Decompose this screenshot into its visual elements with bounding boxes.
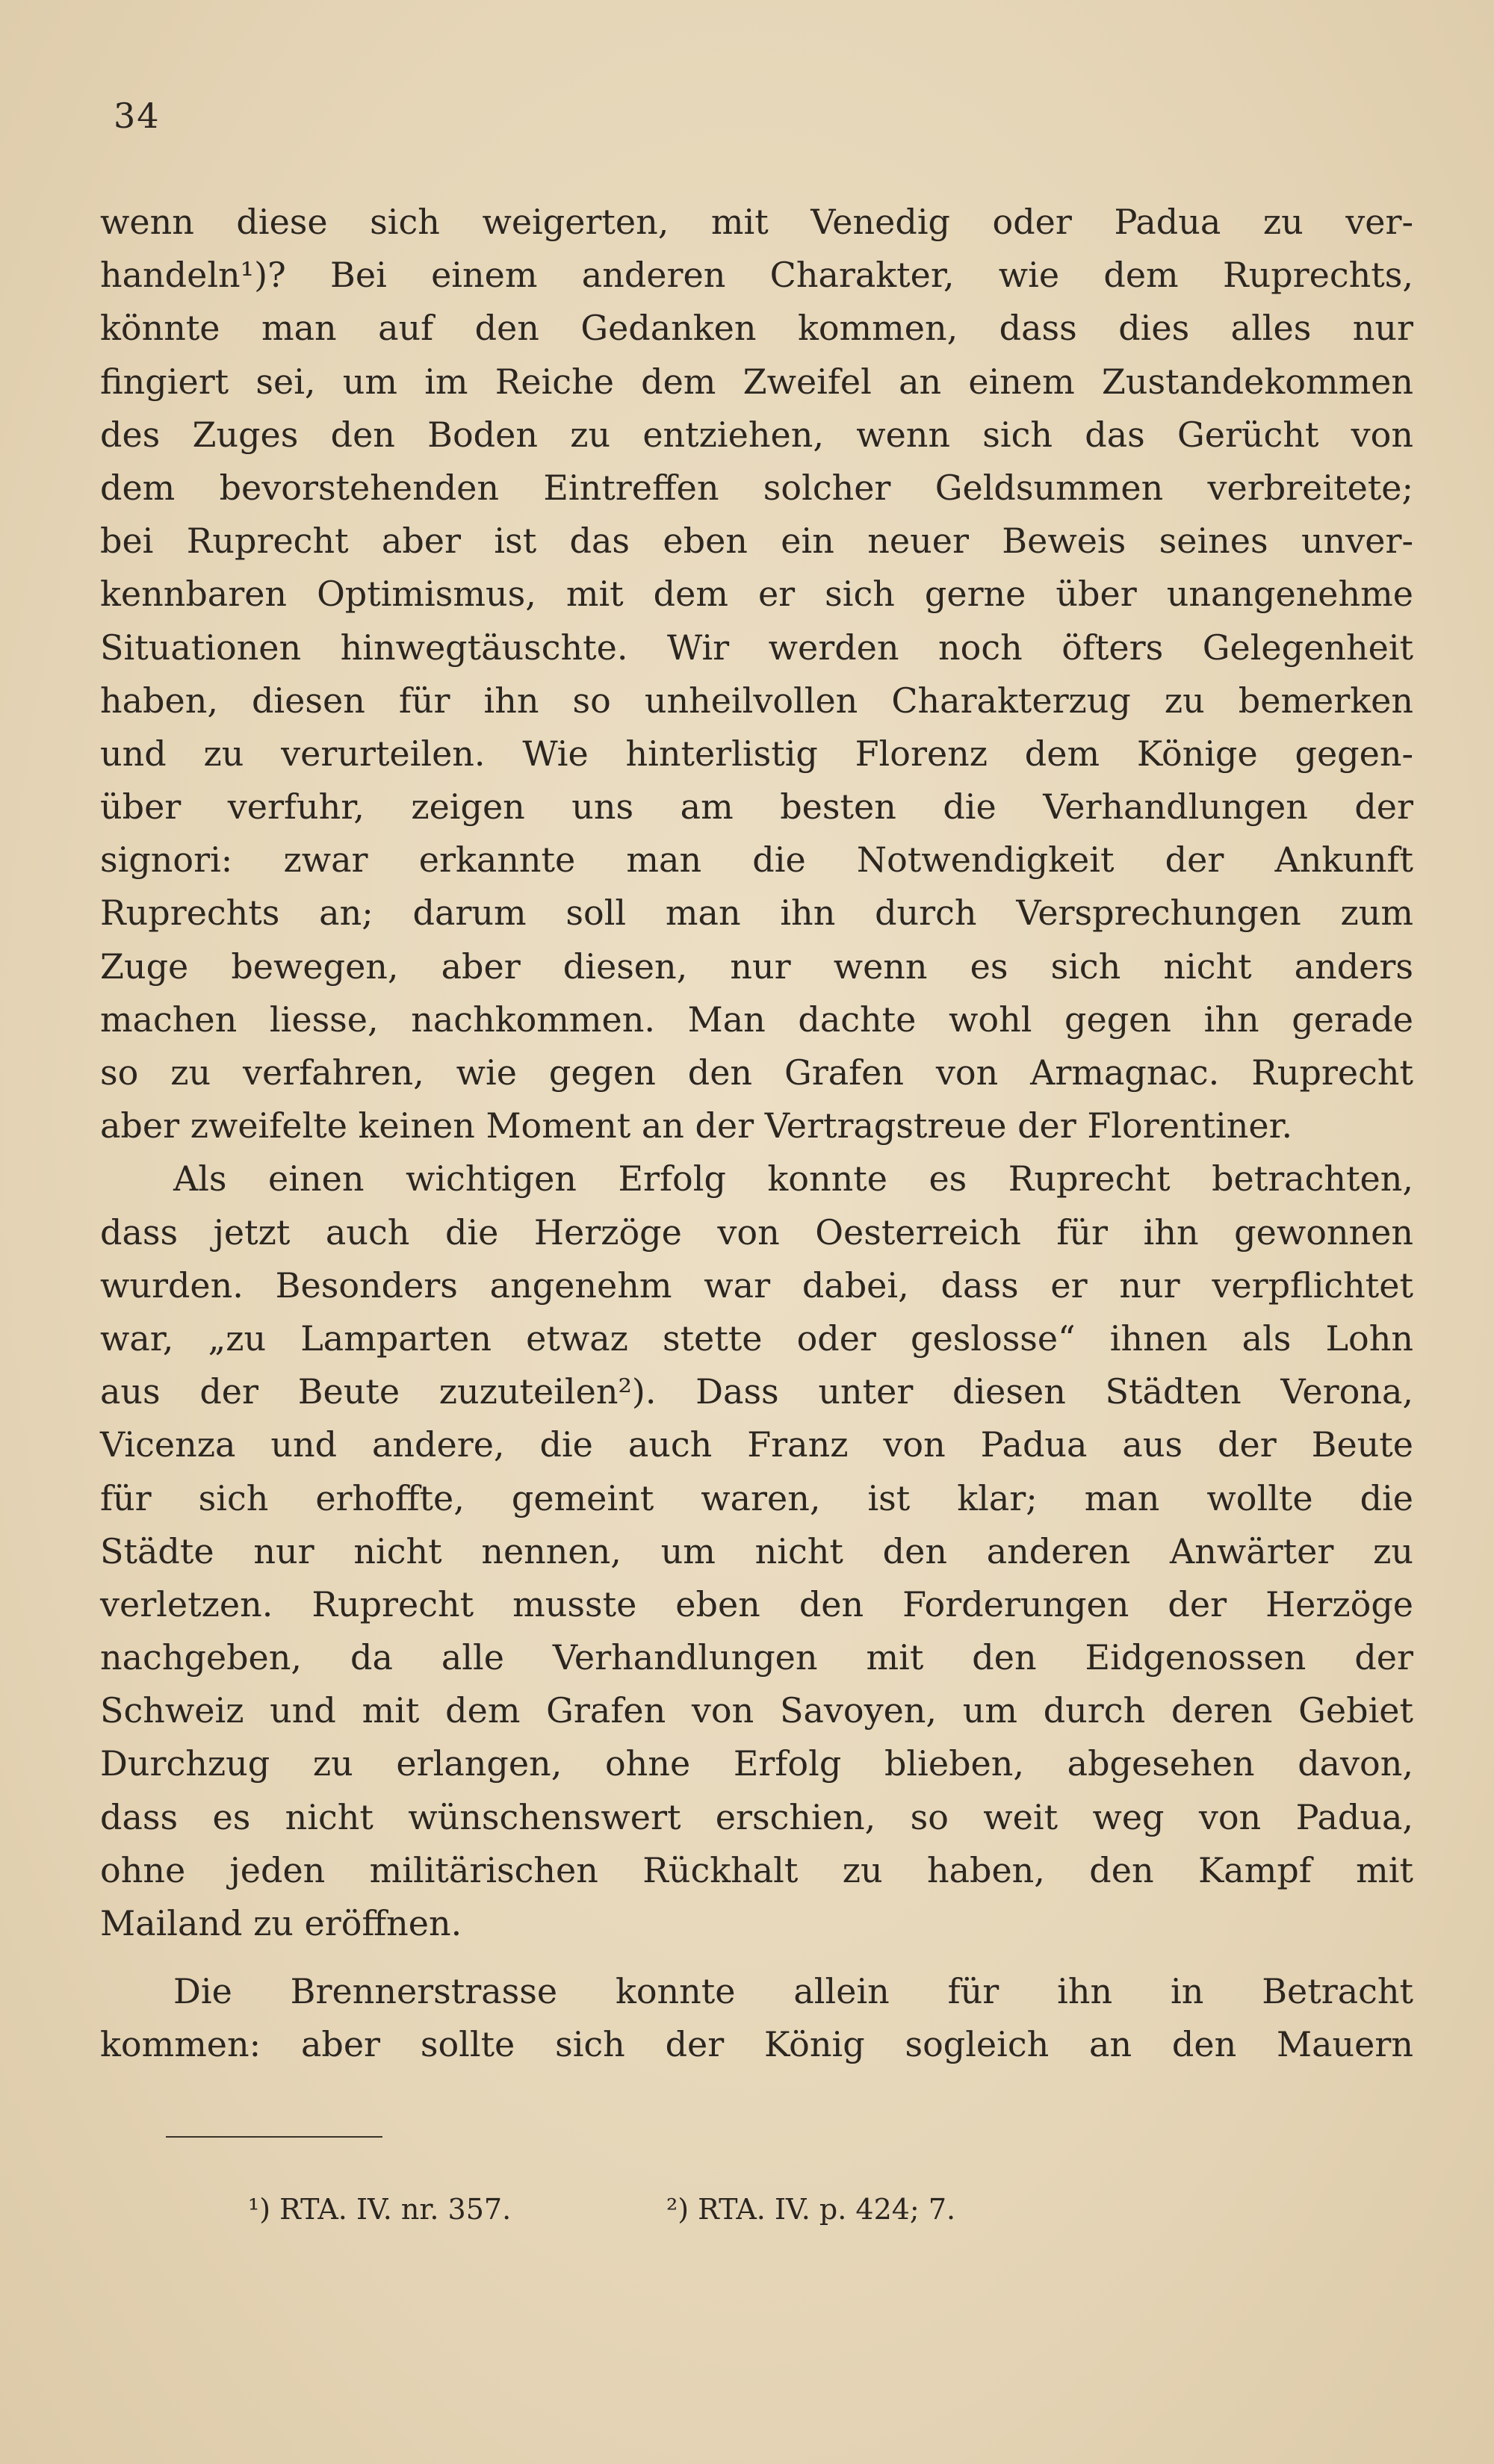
- text-line: dass es nicht wünschenswert erschien, so weit weg von Padua,: [100, 1796, 1413, 1837]
- text-line: wurden. Besonders angenehm war dabei, dass er nur verpflichtet: [100, 1264, 1413, 1306]
- text-line: haben, diesen für ihn so unheilvollen Charakterzug zu bemerken: [100, 680, 1413, 721]
- body-text: [100, 196, 1413, 2072]
- text-line: signori: zwar erkannte man die Notwendigkeit der Ankunft: [100, 840, 1413, 881]
- text-line: dem bevorstehenden Eintreffen solcher Geldsummen verbreitete;: [100, 467, 1413, 508]
- text-line: nachgeben, da alle Verhandlungen mit den Eidgenossen der: [100, 1637, 1413, 1678]
- text-line: ohne jeden militärischen Rückhalt zu haben, den Kampf mit: [100, 1849, 1413, 1890]
- text-line: Städte nur nicht nennen, um nicht den anderen Anwärter zu: [100, 1530, 1413, 1571]
- text-line: und zu verurteilen. Wie hinterlistig Florenz dem Könige gegen-: [100, 733, 1413, 774]
- text-line: verletzen. Ruprecht musste eben den Forderungen der Herzöge: [100, 1583, 1413, 1624]
- text-line: handeln¹)? Bei einem anderen Charakter, wie dem Ruprechts,: [100, 255, 1413, 296]
- text-line: Mailand zu eröffnen.: [100, 1903, 462, 1943]
- text-line: kennbaren Optimismus, mit dem er sich gerne über unangenehme: [100, 574, 1413, 615]
- text-line: machen liesse, nachkommen. Man dachte wohl gegen ihn gerade: [100, 999, 1413, 1040]
- text-line: des Zuges den Boden zu entziehen, wenn sich das Gerücht von: [100, 414, 1413, 455]
- footnote-2: ²) RTA. IV. p. 424; 7.: [666, 2193, 956, 2226]
- text-line: Zuge bewegen, aber diesen, nur wenn es sich nicht anders: [100, 946, 1413, 987]
- text-line: Situationen hinwegtäuschte. Wir werden noch öfters Gelegenheit: [100, 627, 1413, 668]
- text-line: Als einen wichtigen Erfolg konnte es Ruprecht betrachten,: [173, 1158, 1413, 1200]
- paragraph-gap: [100, 1950, 1413, 1965]
- text-line: Durchzug zu erlangen, ohne Erfolg blieben, abgesehen davon,: [100, 1743, 1413, 1784]
- text-line: so zu verfahren, wie gegen den Grafen von Armagnac. Ruprecht: [100, 1052, 1413, 1093]
- text-line: wenn diese sich weigerten, mit Venedig oder Padua zu ver-: [100, 202, 1413, 242]
- text-line: bei Ruprecht aber ist das eben ein neuer Beweis seines unver-: [100, 521, 1413, 562]
- text-line: kommen: aber sollte sich der König sogleich an den Mauern: [100, 2024, 1413, 2065]
- text-line: Schweiz und mit dem Grafen von Savoyen, um durch deren Gebiet: [100, 1690, 1413, 1731]
- text-line: könnte man auf den Gedanken kommen, dass dies alles nur: [100, 308, 1413, 349]
- page-number: 34: [114, 96, 161, 136]
- text-line: war, „zu Lamparten etwaz stette oder geslosse“ ihnen als Lohn: [100, 1318, 1413, 1359]
- footnote-1: ¹) RTA. IV. nr. 357.: [248, 2193, 512, 2226]
- text-line: aber zweifelte keinen Moment an der Vertragstreue der Florentiner.: [100, 1105, 1293, 1146]
- text-line: fingiert sei, um im Reiche dem Zweifel an einem Zustandekommen: [100, 361, 1413, 402]
- text-line: Ruprechts an; darum soll man ihn durch Versprechungen zum: [100, 893, 1413, 934]
- text-line: für sich erhoffte, gemeint waren, ist klar; man wollte die: [100, 1477, 1413, 1518]
- text-line: Die Brennerstrasse konnte allein für ihn in Betracht: [173, 1971, 1413, 2012]
- text-line: Vicenza und andere, die auch Franz von Padua aus der Beute: [100, 1424, 1413, 1465]
- footnotes: [248, 2187, 1369, 2232]
- footnote-divider: [166, 2136, 382, 2138]
- text-line: aus der Beute zuzuteilen²). Dass unter diesen Städten Verona,: [100, 1371, 1413, 1412]
- text-line: dass jetzt auch die Herzöge von Oesterreich für ihn gewonnen: [100, 1211, 1413, 1253]
- text-line: über verfuhr, zeigen uns am besten die Verhandlungen der: [100, 786, 1413, 828]
